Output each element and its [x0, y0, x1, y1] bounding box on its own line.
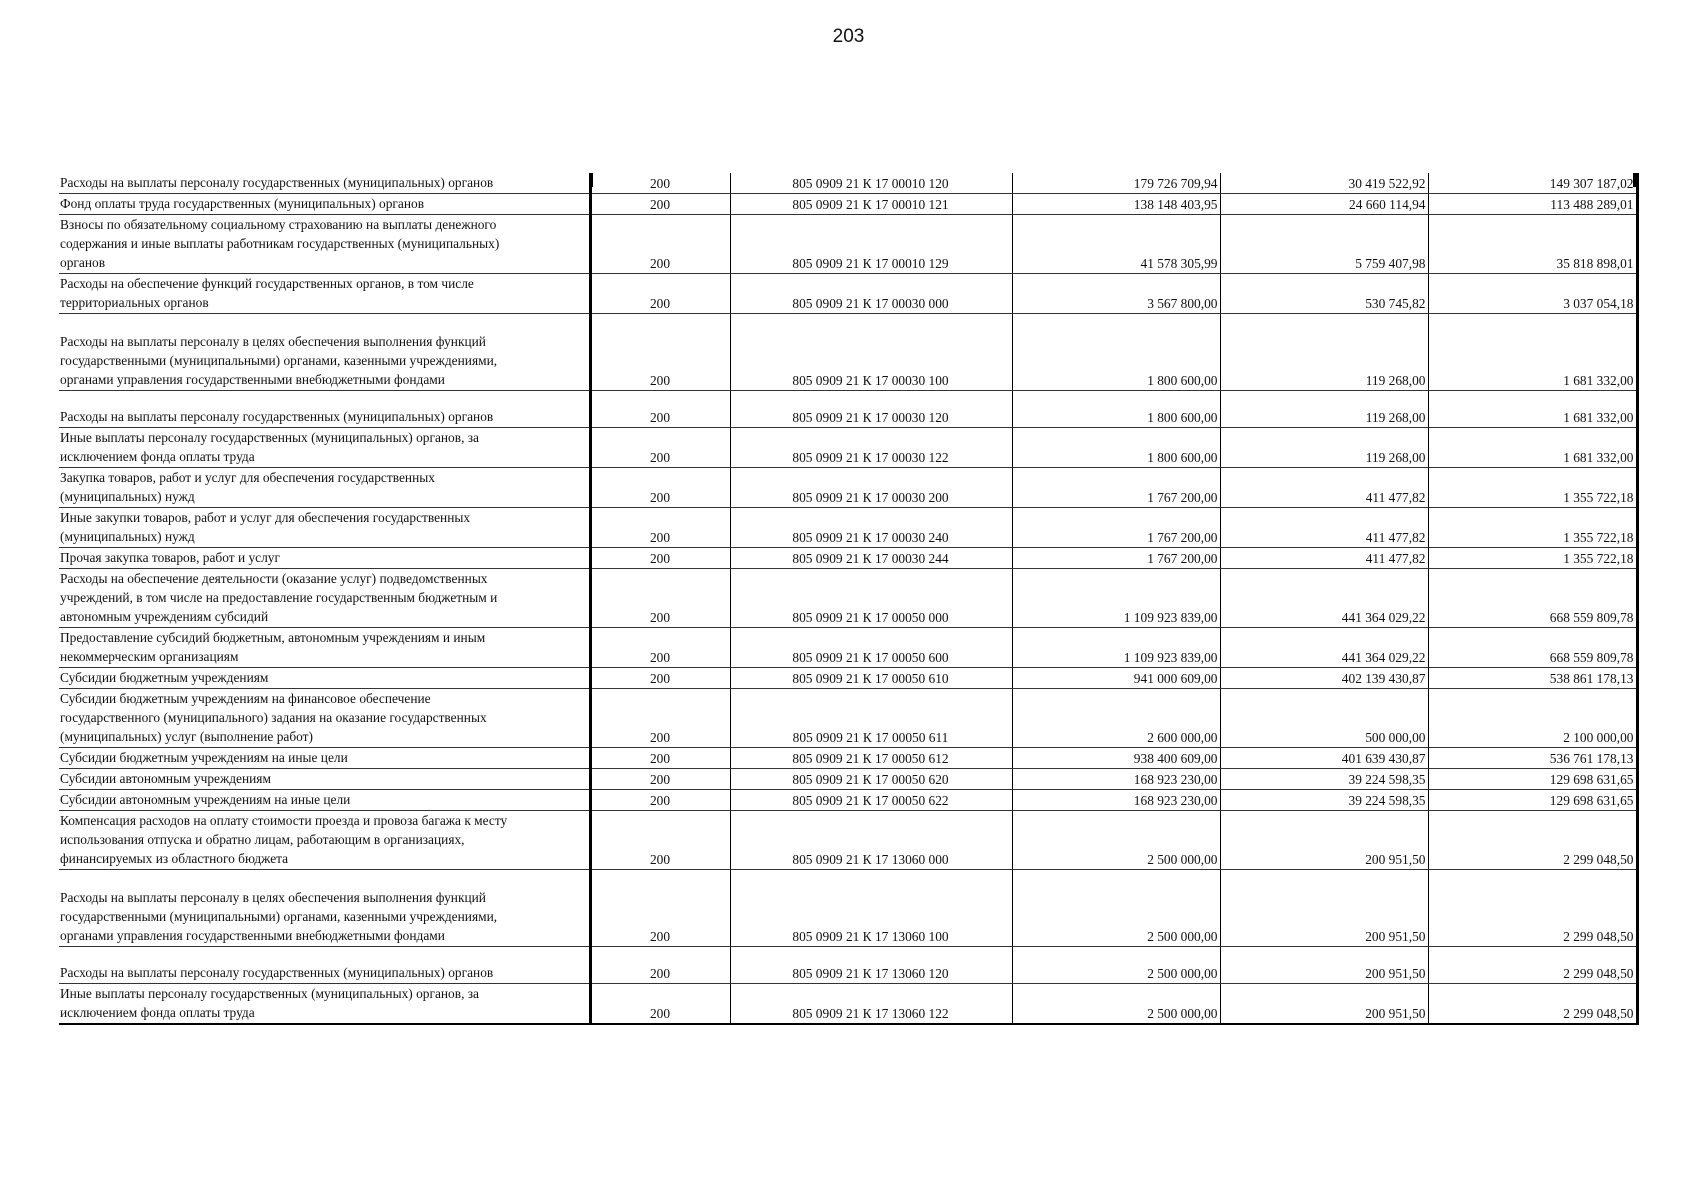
expense-name-cell — [59, 668, 590, 689]
line-code-cell: 200 — [590, 468, 730, 508]
executed-amount-cell: 411 477,82 — [1220, 468, 1428, 508]
approved-amount-cell: 138 148 403,95 — [1012, 194, 1220, 215]
unexecuted-amount-cell: 668 559 809,78 — [1428, 569, 1637, 628]
table-row — [59, 811, 1637, 870]
table-row — [59, 215, 1637, 274]
unexecuted-amount-cell: 129 698 631,65 — [1428, 790, 1637, 811]
executed-amount-cell: 401 639 430,87 — [1220, 748, 1428, 769]
executed-amount-cell: 441 364 029,22 — [1220, 628, 1428, 668]
executed-amount-cell: 39 224 598,35 — [1220, 790, 1428, 811]
executed-amount-cell: 200 951,50 — [1220, 811, 1428, 870]
unexecuted-amount-cell: 113 488 289,01 — [1428, 194, 1637, 215]
line-code-cell: 200 — [590, 748, 730, 769]
unexecuted-amount-cell: 1 681 332,00 — [1428, 314, 1637, 391]
expense-name-cell — [59, 391, 590, 428]
expense-name-cell — [59, 508, 590, 548]
budget-classification-cell: 805 0909 21 К 17 00030 240 — [730, 508, 1012, 548]
expense-name-text: Иные выплаты персоналу государственных (муниципальных) органов, за исключением фонда оплаты труда — [60, 986, 480, 1020]
line-code-cell: 200 — [590, 548, 730, 569]
executed-amount-cell: 5 759 407,98 — [1220, 215, 1428, 274]
line-code-cell: 200 — [590, 508, 730, 548]
approved-amount-cell: 1 800 600,00 — [1012, 428, 1220, 468]
approved-amount-cell: 168 923 230,00 — [1012, 790, 1220, 811]
approved-amount-cell: 2 500 000,00 — [1012, 811, 1220, 870]
expense-name-text: Взносы по обязательному социальному страхованию на выплаты денежного содержания и иные выплаты работникам государственных (муниципальных) органов — [60, 217, 500, 270]
unexecuted-amount-cell: 668 559 809,78 — [1428, 628, 1637, 668]
executed-amount-cell: 500 000,00 — [1220, 689, 1428, 748]
executed-amount-cell: 119 268,00 — [1220, 391, 1428, 428]
budget-classification-cell: 805 0909 21 К 17 00050 622 — [730, 790, 1012, 811]
expense-name-cell — [59, 689, 590, 748]
approved-amount-cell: 3 567 800,00 — [1012, 274, 1220, 314]
expense-name-cell — [59, 790, 590, 811]
budget-classification-cell: 805 0909 21 К 17 00050 612 — [730, 748, 1012, 769]
approved-amount-cell: 1 109 923 839,00 — [1012, 569, 1220, 628]
approved-amount-cell: 1 767 200,00 — [1012, 548, 1220, 569]
unexecuted-amount-cell: 2 100 000,00 — [1428, 689, 1637, 748]
expense-name-text: Иные выплаты персоналу государственных (муниципальных) органов, за исключением фонда оплаты труда — [60, 430, 480, 464]
executed-amount-cell: 411 477,82 — [1220, 548, 1428, 569]
budget-classification-cell: 805 0909 21 К 17 00010 120 — [730, 173, 1012, 194]
unexecuted-amount-cell: 129 698 631,65 — [1428, 769, 1637, 790]
line-code-cell: 200 — [590, 194, 730, 215]
approved-amount-cell: 1 800 600,00 — [1012, 391, 1220, 428]
table-row — [59, 668, 1637, 689]
budget-classification-cell: 805 0909 21 К 17 00030 100 — [730, 314, 1012, 391]
unexecuted-amount-cell: 3 037 054,18 — [1428, 274, 1637, 314]
expense-name-cell — [59, 548, 590, 569]
line-code-cell: 200 — [590, 870, 730, 947]
executed-amount-cell: 530 745,82 — [1220, 274, 1428, 314]
budget-classification-cell: 805 0909 21 К 17 00050 000 — [730, 569, 1012, 628]
expense-name-cell — [59, 468, 590, 508]
page-number: 203 — [832, 26, 865, 47]
unexecuted-amount-cell: 536 761 178,13 — [1428, 748, 1637, 769]
expense-name-cell — [59, 173, 590, 194]
table-row — [59, 391, 1637, 428]
expense-name-text: Расходы на выплаты персоналу в целях обеспечения выполнения функций государственными (муниципальными) органами, казенными учреждениями, органами управления государственными внебюджетными фондами — [60, 890, 498, 943]
expense-name-text: Компенсация расходов на оплату стоимости проезда и провоза багажа к месту использования отпуска и обратно лицам, работающим в организациях, финансируемых из областного бюджета — [60, 813, 508, 866]
expense-name-text: Расходы на выплаты персоналу государственных (муниципальных) органов — [60, 409, 494, 424]
executed-amount-cell: 30 419 522,92 — [1220, 173, 1428, 194]
expense-name-cell — [59, 274, 590, 314]
expense-name-cell — [59, 748, 590, 769]
executed-amount-cell: 200 951,50 — [1220, 947, 1428, 984]
line-code-cell: 200 — [590, 947, 730, 984]
line-code-cell: 200 — [590, 811, 730, 870]
budget-classification-cell: 805 0909 21 К 17 00050 600 — [730, 628, 1012, 668]
expense-name-text: Прочая закупка товаров, работ и услуг — [60, 550, 280, 565]
expense-name-text: Субсидии бюджетным учреждениям на финансовое обеспечение государственного (муниципального) задания на оказание государственных (муниципальных) услуг (выполнение работ) — [60, 691, 487, 744]
unexecuted-amount-cell: 1 681 332,00 — [1428, 391, 1637, 428]
approved-amount-cell: 168 923 230,00 — [1012, 769, 1220, 790]
unexecuted-amount-cell: 538 861 178,13 — [1428, 668, 1637, 689]
table-row — [59, 984, 1637, 1025]
expense-name-cell — [59, 428, 590, 468]
line-code-cell: 200 — [590, 569, 730, 628]
approved-amount-cell: 2 500 000,00 — [1012, 870, 1220, 947]
budget-classification-cell: 805 0909 21 К 17 00030 120 — [730, 391, 1012, 428]
approved-amount-cell: 41 578 305,99 — [1012, 215, 1220, 274]
executed-amount-cell: 441 364 029,22 — [1220, 569, 1428, 628]
line-code-cell: 200 — [590, 769, 730, 790]
budget-classification-cell: 805 0909 21 К 17 00030 244 — [730, 548, 1012, 569]
budget-classification-cell: 805 0909 21 К 17 00010 129 — [730, 215, 1012, 274]
executed-amount-cell: 39 224 598,35 — [1220, 769, 1428, 790]
budget-classification-cell: 805 0909 21 К 17 00050 611 — [730, 689, 1012, 748]
executed-amount-cell: 24 660 114,94 — [1220, 194, 1428, 215]
expense-name-text: Расходы на обеспечение функций государственных органов, в том числе территориальных органов — [60, 276, 474, 310]
table-row — [59, 428, 1637, 468]
expense-name-text: Расходы на выплаты персоналу государственных (муниципальных) органов — [60, 175, 494, 190]
line-code-cell: 200 — [590, 215, 730, 274]
expense-name-cell — [59, 314, 590, 391]
table-row — [59, 790, 1637, 811]
table-row — [59, 508, 1637, 548]
unexecuted-amount-cell: 1 355 722,18 — [1428, 548, 1637, 569]
unexecuted-amount-cell: 149 307 187,02 — [1428, 173, 1637, 194]
table-row — [59, 628, 1637, 668]
executed-amount-cell: 411 477,82 — [1220, 508, 1428, 548]
unexecuted-amount-cell: 2 299 048,50 — [1428, 984, 1637, 1025]
budget-classification-cell: 805 0909 21 К 17 13060 120 — [730, 947, 1012, 984]
table-row — [59, 194, 1637, 215]
unexecuted-amount-cell: 1 681 332,00 — [1428, 428, 1637, 468]
budget-classification-cell: 805 0909 21 К 17 13060 000 — [730, 811, 1012, 870]
executed-amount-cell: 402 139 430,87 — [1220, 668, 1428, 689]
expense-name-text: Иные закупки товаров, работ и услуг для обеспечения государственных (муниципальных) нужд — [60, 510, 471, 544]
expense-name-cell — [59, 984, 590, 1025]
table-row — [59, 314, 1637, 391]
expense-name-cell — [59, 947, 590, 984]
approved-amount-cell: 2 600 000,00 — [1012, 689, 1220, 748]
executed-amount-cell: 119 268,00 — [1220, 314, 1428, 391]
executed-amount-cell: 200 951,50 — [1220, 984, 1428, 1025]
table-row — [59, 468, 1637, 508]
executed-amount-cell: 119 268,00 — [1220, 428, 1428, 468]
table-row — [59, 173, 1637, 194]
budget-classification-cell: 805 0909 21 К 17 00050 610 — [730, 668, 1012, 689]
expense-name-text: Расходы на обеспечение деятельности (оказание услуг) подведомственных учреждений, в том числе на предоставление государственным бюджетным и автономным учреждениям субсидий — [60, 571, 498, 624]
expense-name-cell — [59, 769, 590, 790]
expense-name-text: Предоставление субсидий бюджетным, автономным учреждениям и иным некоммерческим организациям — [60, 630, 486, 664]
expense-name-text: Субсидии автономным учреждениям на иные цели — [60, 792, 351, 807]
approved-amount-cell: 1 109 923 839,00 — [1012, 628, 1220, 668]
budget-classification-cell: 805 0909 21 К 17 00010 121 — [730, 194, 1012, 215]
budget-classification-cell: 805 0909 21 К 17 00050 620 — [730, 769, 1012, 790]
budget-execution-table — [59, 173, 1639, 1025]
unexecuted-amount-cell: 35 818 898,01 — [1428, 215, 1637, 274]
unexecuted-amount-cell: 1 355 722,18 — [1428, 468, 1637, 508]
expense-name-text: Фонд оплаты труда государственных (муниципальных) органов — [60, 196, 425, 211]
unexecuted-amount-cell: 2 299 048,50 — [1428, 870, 1637, 947]
line-code-cell: 200 — [590, 628, 730, 668]
expense-name-text: Расходы на выплаты персоналу государственных (муниципальных) органов — [60, 965, 494, 980]
table-row — [59, 274, 1637, 314]
table-row — [59, 769, 1637, 790]
executed-amount-cell: 200 951,50 — [1220, 870, 1428, 947]
expense-name-text: Расходы на выплаты персоналу в целях обеспечения выполнения функций государственными (муниципальными) органами, казенными учреждениями, органами управления государственными внебюджетными фондами — [60, 334, 498, 387]
unexecuted-amount-cell: 2 299 048,50 — [1428, 947, 1637, 984]
budget-classification-cell: 805 0909 21 К 17 13060 122 — [730, 984, 1012, 1025]
line-code-cell: 200 — [590, 314, 730, 391]
table-row — [59, 569, 1637, 628]
line-code-cell: 200 — [590, 274, 730, 314]
approved-amount-cell: 1 767 200,00 — [1012, 468, 1220, 508]
table-row — [59, 748, 1637, 769]
approved-amount-cell: 179 726 709,94 — [1012, 173, 1220, 194]
budget-classification-cell: 805 0909 21 К 17 00030 000 — [730, 274, 1012, 314]
budget-classification-cell: 805 0909 21 К 17 13060 100 — [730, 870, 1012, 947]
line-code-cell: 200 — [590, 984, 730, 1025]
approved-amount-cell: 2 500 000,00 — [1012, 947, 1220, 984]
line-code-cell: 200 — [590, 391, 730, 428]
line-code-cell: 200 — [590, 668, 730, 689]
approved-amount-cell: 1 800 600,00 — [1012, 314, 1220, 391]
approved-amount-cell: 2 500 000,00 — [1012, 984, 1220, 1025]
expense-name-text: Закупка товаров, работ и услуг для обеспечения государственных (муниципальных) нужд — [60, 470, 435, 504]
line-code-cell: 200 — [590, 790, 730, 811]
expense-name-cell — [59, 569, 590, 628]
line-code-cell: 200 — [590, 428, 730, 468]
budget-classification-cell: 805 0909 21 К 17 00030 122 — [730, 428, 1012, 468]
expense-name-cell — [59, 194, 590, 215]
expense-name-text: Субсидии бюджетным учреждениям — [60, 670, 269, 685]
table-row — [59, 870, 1637, 947]
expense-name-cell — [59, 628, 590, 668]
expense-name-text: Субсидии бюджетным учреждениям на иные цели — [60, 750, 348, 765]
table-row — [59, 548, 1637, 569]
table-row — [59, 947, 1637, 984]
expense-name-cell — [59, 811, 590, 870]
approved-amount-cell: 941 000 609,00 — [1012, 668, 1220, 689]
approved-amount-cell: 1 767 200,00 — [1012, 508, 1220, 548]
unexecuted-amount-cell: 2 299 048,50 — [1428, 811, 1637, 870]
expense-name-cell — [59, 215, 590, 274]
approved-amount-cell: 938 400 609,00 — [1012, 748, 1220, 769]
expense-name-cell — [59, 870, 590, 947]
table-row — [59, 689, 1637, 748]
table-body — [59, 173, 1637, 1024]
line-code-cell: 200 — [590, 173, 730, 194]
budget-classification-cell: 805 0909 21 К 17 00030 200 — [730, 468, 1012, 508]
unexecuted-amount-cell: 1 355 722,18 — [1428, 508, 1637, 548]
expense-name-text: Субсидии автономным учреждениям — [60, 771, 271, 786]
line-code-cell: 200 — [590, 689, 730, 748]
